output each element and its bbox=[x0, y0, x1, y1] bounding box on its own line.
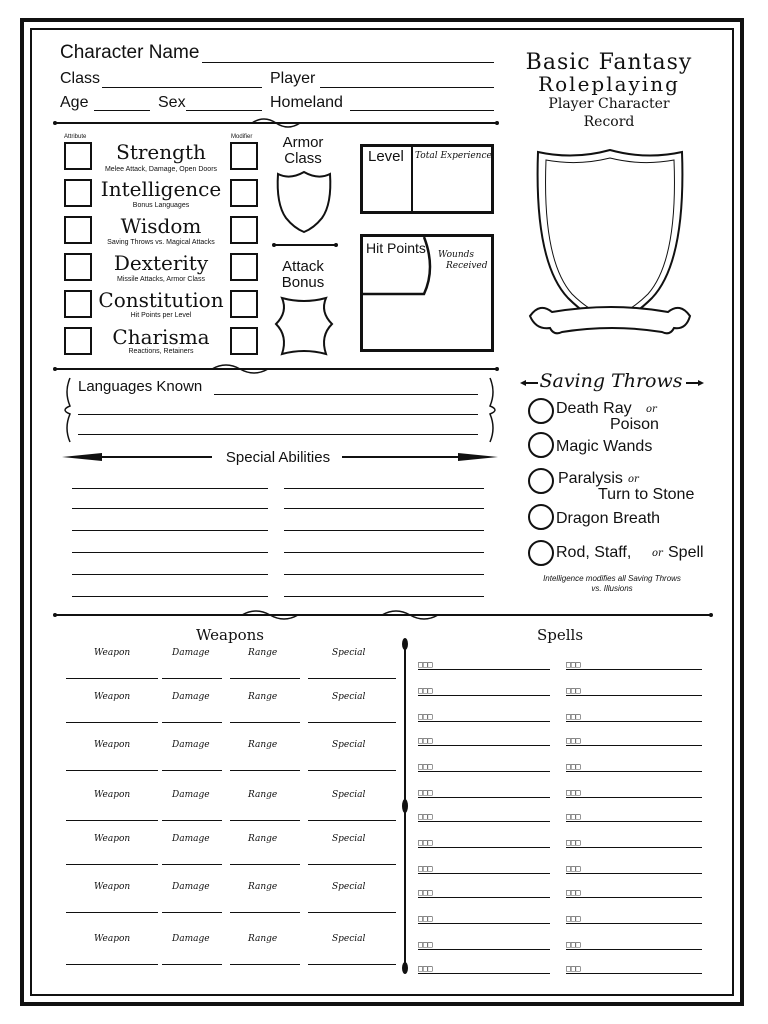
weapon-col-damage-label: Damage bbox=[172, 934, 210, 944]
death-ray-label: Death Ray bbox=[556, 400, 632, 417]
weapon-col-range-label: Range bbox=[248, 790, 278, 800]
level-label: Level bbox=[368, 148, 404, 165]
poison-label: Poison bbox=[610, 416, 659, 433]
dexterity-label: Dexterity bbox=[113, 251, 209, 275]
weapon-col-range-label: Range bbox=[248, 692, 278, 702]
weapon-col-damage-label: Damage bbox=[172, 648, 210, 658]
special-line[interactable] bbox=[72, 574, 268, 575]
spell-prep-boxes[interactable]: □□□ bbox=[418, 940, 433, 949]
age-label: Age bbox=[60, 94, 89, 111]
special-line[interactable] bbox=[72, 552, 268, 553]
attribute-header: Attribute bbox=[64, 134, 87, 140]
dexterity-modifier-box[interactable] bbox=[230, 253, 258, 281]
spell-field[interactable] bbox=[418, 897, 550, 898]
spell-prep-boxes[interactable]: □□□ bbox=[418, 864, 433, 873]
weapon-col-special-label: Special bbox=[332, 790, 366, 800]
weapon-col-range-label: Range bbox=[248, 934, 278, 944]
weapon-damage-field[interactable] bbox=[162, 722, 222, 723]
spell-prep-boxes[interactable]: □□□ bbox=[566, 914, 581, 923]
weapon-col-special-label: Special bbox=[332, 692, 366, 702]
weapon-col-damage-label: Damage bbox=[172, 834, 210, 844]
weapon-special-field[interactable] bbox=[308, 912, 396, 913]
special-line[interactable] bbox=[284, 508, 484, 509]
special-line[interactable] bbox=[284, 552, 484, 553]
character-name-label: Character Name bbox=[60, 42, 200, 63]
special-line[interactable] bbox=[72, 488, 268, 489]
strength-label: Strength bbox=[116, 140, 206, 164]
special-line[interactable] bbox=[72, 530, 268, 531]
intelligence-score-box[interactable] bbox=[64, 179, 92, 207]
charisma-score-box[interactable] bbox=[64, 327, 92, 355]
wisdom-label: Wisdom bbox=[120, 214, 202, 238]
spell-field[interactable] bbox=[566, 669, 702, 670]
spell-field[interactable] bbox=[418, 771, 550, 772]
weapon-special-field[interactable] bbox=[308, 864, 396, 865]
spell-field[interactable] bbox=[566, 821, 702, 822]
weapon-name-field[interactable] bbox=[66, 722, 158, 723]
wounds-label-2: Received bbox=[446, 261, 488, 271]
magic-wands-label: Magic Wands bbox=[556, 438, 653, 455]
weapon-col-special-label: Special bbox=[332, 834, 366, 844]
languages-line-2[interactable] bbox=[78, 414, 478, 415]
weapon-range-field[interactable] bbox=[230, 820, 300, 821]
spell-field[interactable] bbox=[566, 695, 702, 696]
weapon-special-field[interactable] bbox=[308, 770, 396, 771]
wisdom-score-box[interactable] bbox=[64, 216, 92, 244]
weapon-col-special-label: Special bbox=[332, 882, 366, 892]
saving-throws-title: Saving Throws bbox=[539, 370, 683, 392]
weapon-col-weapon-label: Weapon bbox=[94, 834, 131, 844]
constitution-sub: Hit Points per Level bbox=[130, 312, 192, 319]
weapon-damage-field[interactable] bbox=[162, 912, 222, 913]
magic-wands-save-circle[interactable] bbox=[528, 432, 554, 458]
weapon-col-damage-label: Damage bbox=[172, 740, 210, 750]
death-ray-save-circle[interactable] bbox=[528, 398, 554, 424]
level-divider bbox=[411, 144, 413, 214]
weapon-name-field[interactable] bbox=[66, 912, 158, 913]
languages-label: Languages Known bbox=[78, 378, 203, 395]
weapon-damage-field[interactable] bbox=[162, 678, 222, 679]
weapon-col-special-label: Special bbox=[332, 740, 366, 750]
homeland-label: Homeland bbox=[270, 94, 343, 111]
charisma-sub: Reactions, Retainers bbox=[128, 348, 194, 355]
spell-prep-boxes[interactable]: □□□ bbox=[566, 964, 581, 973]
dragon-breath-label: Dragon Breath bbox=[556, 510, 661, 527]
weapons-title: Weapons bbox=[195, 626, 264, 644]
spell-prep-boxes[interactable]: □□□ bbox=[418, 762, 433, 771]
spell-prep-boxes[interactable]: □□□ bbox=[418, 660, 433, 669]
intelligence-modifier-box[interactable] bbox=[230, 179, 258, 207]
constitution-score-box[interactable] bbox=[64, 290, 92, 318]
total-experience-label: Total Experience bbox=[415, 151, 492, 161]
spell-field[interactable] bbox=[566, 771, 702, 772]
spell-prep-boxes[interactable]: □□□ bbox=[418, 712, 433, 721]
weapon-col-special-label: Special bbox=[332, 934, 366, 944]
languages-line-3[interactable] bbox=[78, 434, 478, 435]
paralysis-label: Paralysis bbox=[558, 470, 623, 487]
rod-staff-label: Rod, Staff, bbox=[556, 544, 632, 561]
class-field[interactable] bbox=[102, 87, 262, 88]
death-ray-or: or bbox=[646, 404, 657, 415]
weapon-col-weapon-label: Weapon bbox=[94, 692, 131, 702]
spell-prep-boxes[interactable]: □□□ bbox=[566, 736, 581, 745]
intelligence-label: Intelligence bbox=[100, 177, 222, 201]
armor-class-label-2: Class bbox=[284, 150, 322, 167]
strength-score-box[interactable] bbox=[64, 142, 92, 170]
title-line2: Roleplaying bbox=[538, 72, 680, 96]
weapon-col-damage-label: Damage bbox=[172, 790, 210, 800]
armor-divider bbox=[270, 240, 340, 250]
hit-points-label: Hit Points bbox=[366, 240, 426, 256]
weapon-name-field[interactable] bbox=[66, 770, 158, 771]
title-line3: Player Character bbox=[548, 96, 670, 112]
spell-prep-boxes[interactable]: □□□ bbox=[418, 812, 433, 821]
player-field[interactable] bbox=[320, 87, 494, 88]
title-line1: Basic Fantasy bbox=[525, 50, 693, 75]
spell-prep-boxes[interactable]: □□□ bbox=[418, 736, 433, 745]
spell-prep-boxes[interactable]: □□□ bbox=[566, 864, 581, 873]
spell-save-label: Spell bbox=[668, 544, 704, 561]
spell-field[interactable] bbox=[566, 897, 702, 898]
charisma-modifier-box[interactable] bbox=[230, 327, 258, 355]
weapon-col-special-label: Special bbox=[332, 648, 366, 658]
spells-title: Spells bbox=[536, 626, 584, 644]
spell-field[interactable] bbox=[418, 873, 550, 874]
portrait-shield[interactable] bbox=[524, 148, 704, 348]
spell-prep-boxes[interactable]: □□□ bbox=[566, 888, 581, 897]
attack-bonus-frame[interactable] bbox=[272, 294, 336, 358]
spell-field[interactable] bbox=[418, 821, 550, 822]
special-line[interactable] bbox=[284, 596, 484, 597]
turn-to-stone-label: Turn to Stone bbox=[598, 486, 695, 503]
spell-prep-boxes[interactable]: □□□ bbox=[418, 914, 433, 923]
spell-field[interactable] bbox=[566, 745, 702, 746]
spell-field[interactable] bbox=[418, 847, 550, 848]
dexterity-score-box[interactable] bbox=[64, 253, 92, 281]
special-line[interactable] bbox=[284, 574, 484, 575]
languages-line-1[interactable] bbox=[214, 394, 478, 395]
rod-staff-spell-save-circle[interactable] bbox=[528, 540, 554, 566]
weapon-range-field[interactable] bbox=[230, 722, 300, 723]
spell-prep-boxes[interactable]: □□□ bbox=[418, 838, 433, 847]
spell-field[interactable] bbox=[566, 949, 702, 950]
spell-field[interactable] bbox=[418, 973, 550, 974]
constitution-label: Constitution bbox=[98, 288, 224, 312]
spell-field[interactable] bbox=[566, 973, 702, 974]
languages-divider bbox=[52, 362, 500, 376]
weapon-damage-field[interactable] bbox=[162, 864, 222, 865]
spell-prep-boxes[interactable]: □□□ bbox=[566, 812, 581, 821]
weapon-damage-field[interactable] bbox=[162, 964, 222, 965]
spell-prep-boxes[interactable]: □□□ bbox=[566, 838, 581, 847]
weapon-name-field[interactable] bbox=[66, 678, 158, 679]
spell-field[interactable] bbox=[418, 669, 550, 670]
dragon-breath-save-circle[interactable] bbox=[528, 504, 554, 530]
spell-prep-boxes[interactable]: □□□ bbox=[566, 660, 581, 669]
spell-prep-boxes[interactable]: □□□ bbox=[566, 788, 581, 797]
strength-modifier-box[interactable] bbox=[230, 142, 258, 170]
special-line[interactable] bbox=[284, 530, 484, 531]
spell-field[interactable] bbox=[566, 873, 702, 874]
weapon-name-field[interactable] bbox=[66, 964, 158, 965]
constitution-modifier-box[interactable] bbox=[230, 290, 258, 318]
weapon-col-damage-label: Damage bbox=[172, 692, 210, 702]
spell-field[interactable] bbox=[418, 923, 550, 924]
weapon-col-weapon-label: Weapon bbox=[94, 740, 131, 750]
special-line[interactable] bbox=[72, 508, 268, 509]
weapon-col-weapon-label: Weapon bbox=[94, 790, 131, 800]
spell-prep-boxes[interactable]: □□□ bbox=[566, 940, 581, 949]
special-line[interactable] bbox=[284, 488, 484, 489]
weapon-range-field[interactable] bbox=[230, 864, 300, 865]
lower-divider bbox=[52, 608, 714, 622]
spell-prep-boxes[interactable]: □□□ bbox=[418, 686, 433, 695]
class-label: Class bbox=[60, 70, 101, 87]
weapon-range-field[interactable] bbox=[230, 912, 300, 913]
weapon-damage-field[interactable] bbox=[162, 770, 222, 771]
weapon-special-field[interactable] bbox=[308, 964, 396, 965]
wisdom-modifier-box[interactable] bbox=[230, 216, 258, 244]
dexterity-sub: Missile Attacks, Armor Class bbox=[117, 276, 205, 283]
weapon-col-range-label: Range bbox=[248, 882, 278, 892]
weapon-col-weapon-label: Weapon bbox=[94, 934, 131, 944]
spell-field[interactable] bbox=[418, 721, 550, 722]
title-line4: Record bbox=[583, 114, 635, 130]
special-line[interactable] bbox=[72, 596, 268, 597]
wisdom-sub: Saving Throws vs. Magical Attacks bbox=[107, 239, 215, 246]
weapon-name-field[interactable] bbox=[66, 820, 158, 821]
sex-label: Sex bbox=[158, 94, 186, 111]
spell-field[interactable] bbox=[566, 797, 702, 798]
sex-field[interactable] bbox=[186, 110, 262, 111]
spell-field[interactable] bbox=[418, 949, 550, 950]
age-field[interactable] bbox=[94, 110, 150, 111]
charisma-label: Charisma bbox=[112, 325, 210, 349]
weapon-col-weapon-label: Weapon bbox=[94, 648, 131, 658]
saves-note-2: vs. Illusions bbox=[591, 584, 633, 593]
weapon-damage-field[interactable] bbox=[162, 820, 222, 821]
rod-staff-or: or bbox=[652, 548, 663, 559]
weapon-col-weapon-label: Weapon bbox=[94, 882, 131, 892]
homeland-field[interactable] bbox=[350, 110, 494, 111]
strength-sub: Melee Attack, Damage, Open Doors bbox=[104, 166, 218, 173]
attack-bonus-label-2: Bonus bbox=[281, 274, 325, 291]
spell-prep-boxes[interactable]: □□□ bbox=[418, 964, 433, 973]
weapon-col-range-label: Range bbox=[248, 834, 278, 844]
armor-class-label-1: Armor bbox=[282, 134, 324, 151]
special-abilities-label: Special Abilities bbox=[225, 449, 331, 466]
paralysis-save-circle[interactable] bbox=[528, 468, 554, 494]
wounds-label-1: Wounds bbox=[438, 250, 475, 260]
weapons-spells-separator bbox=[398, 636, 412, 976]
spell-prep-boxes[interactable]: □□□ bbox=[566, 762, 581, 771]
spell-field[interactable] bbox=[418, 797, 550, 798]
spell-prep-boxes[interactable]: □□□ bbox=[418, 888, 433, 897]
spell-prep-boxes[interactable]: □□□ bbox=[418, 788, 433, 797]
paralysis-or: or bbox=[628, 474, 639, 485]
weapon-range-field[interactable] bbox=[230, 964, 300, 965]
weapon-special-field[interactable] bbox=[308, 678, 396, 679]
armor-class-shield[interactable] bbox=[274, 168, 334, 234]
spell-field[interactable] bbox=[418, 745, 550, 746]
weapon-col-range-label: Range bbox=[248, 648, 278, 658]
saves-note-1: Intelligence modifies all Saving Throws bbox=[543, 574, 681, 583]
weapon-col-range-label: Range bbox=[248, 740, 278, 750]
attack-bonus-label-1: Attack bbox=[282, 258, 324, 275]
weapon-col-damage-label: Damage bbox=[172, 882, 210, 892]
intelligence-sub: Bonus Languages bbox=[132, 202, 190, 209]
player-label: Player bbox=[270, 70, 316, 87]
character-name-field[interactable] bbox=[202, 62, 494, 63]
weapon-special-field[interactable] bbox=[308, 820, 396, 821]
spell-prep-boxes[interactable]: □□□ bbox=[566, 712, 581, 721]
weapon-range-field[interactable] bbox=[230, 770, 300, 771]
spell-field[interactable] bbox=[418, 695, 550, 696]
spell-field[interactable] bbox=[566, 721, 702, 722]
spell-prep-boxes[interactable]: □□□ bbox=[566, 686, 581, 695]
weapon-special-field[interactable] bbox=[308, 722, 396, 723]
header-divider bbox=[52, 116, 500, 130]
modifier-header: Modifier bbox=[231, 134, 253, 140]
spell-field[interactable] bbox=[566, 923, 702, 924]
spell-field[interactable] bbox=[566, 847, 702, 848]
weapon-name-field[interactable] bbox=[66, 864, 158, 865]
weapon-range-field[interactable] bbox=[230, 678, 300, 679]
